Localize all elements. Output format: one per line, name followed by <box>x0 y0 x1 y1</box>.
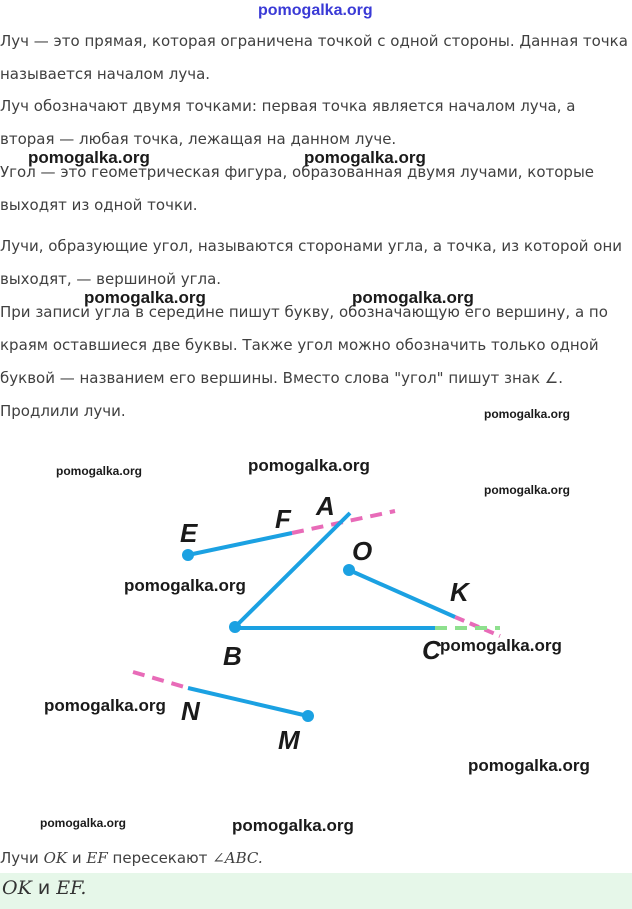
watermark: pomogalka.org <box>28 148 150 167</box>
watermark: pomogalka.org <box>248 456 370 475</box>
point-b <box>229 621 241 633</box>
label-k: K <box>450 577 469 607</box>
paragraph-ray-notation: Луч обозначают двумя точками: первая точка является началом луча, а вторая — любая точка, лежащая на данном луче. <box>0 97 576 148</box>
point-e <box>182 549 194 561</box>
paragraph-angle-definition: Угол — это геометрическая фигура, образованная двумя лучами, которые выходят из одной точки. <box>0 163 595 214</box>
watermark: pomogalka.org <box>484 483 571 497</box>
watermark: pomogalka.org <box>56 464 143 478</box>
label-o: O <box>352 536 373 566</box>
conclusion-ray-ok: OK <box>43 849 68 867</box>
label-e: E <box>180 518 198 548</box>
conclusion-ray-ef: EF <box>86 849 108 867</box>
paragraph-ray-definition: Луч — это прямая, которая ограничена точкой с одной стороны. Данная точка называется началом луча. <box>0 32 628 83</box>
watermark: pomogalka.org <box>232 816 354 835</box>
label-b: B <box>223 641 242 671</box>
label-f: F <box>275 504 291 534</box>
ray-ba <box>235 513 350 627</box>
watermark: pomogalka.org <box>440 636 562 655</box>
paragraph-angle-sides: Лучи, образующие угол, называются сторонами угла, а точка, из которой они выходят, — вершиной угла. <box>0 237 622 288</box>
watermark: pomogalka.org <box>304 148 426 167</box>
paragraph-angle-notation: При записи угла в середине пишут букву, обозначающую его вершину, а по краям оставшиеся две буквы. Также угол можно обозначить только одной буквой — названием его вершины. Вместо слова "угол" пишут знак ∠. <box>0 303 608 387</box>
conclusion-verb: пересекают <box>112 849 208 867</box>
label-n: N <box>181 696 200 726</box>
paragraph-extended-rays: Продлили лучи. <box>0 402 126 420</box>
conclusion-angle: ∠ABC. <box>212 849 263 867</box>
watermark: pomogalka.org <box>44 696 166 715</box>
label-m: M <box>278 725 300 755</box>
watermark: pomogalka.org <box>124 576 246 595</box>
ray-mn-extension <box>133 672 188 688</box>
label-a: A <box>316 491 335 521</box>
ray-mn <box>188 688 308 716</box>
conclusion-prefix: Лучи <box>0 849 39 867</box>
watermark-top: pomogalka.org <box>258 2 373 19</box>
watermark: pomogalka.org <box>468 756 590 775</box>
answer-ray-ef: EF. <box>56 877 87 899</box>
conclusion-line <box>0 842 630 875</box>
ray-ok <box>349 570 455 617</box>
watermark: pomogalka.org <box>40 816 127 830</box>
watermark: pomogalka.org <box>84 288 206 307</box>
answer-ray-ok: OK <box>2 877 32 899</box>
point-m <box>302 710 314 722</box>
label-c: C <box>422 635 441 665</box>
watermark: pomogalka.org <box>484 407 571 421</box>
answer-box <box>0 873 632 909</box>
ray-ef <box>188 533 292 555</box>
conclusion-and: и <box>71 849 82 867</box>
answer-and: и <box>37 877 51 899</box>
watermark: pomogalka.org <box>352 288 474 307</box>
answer-text <box>2 877 86 899</box>
